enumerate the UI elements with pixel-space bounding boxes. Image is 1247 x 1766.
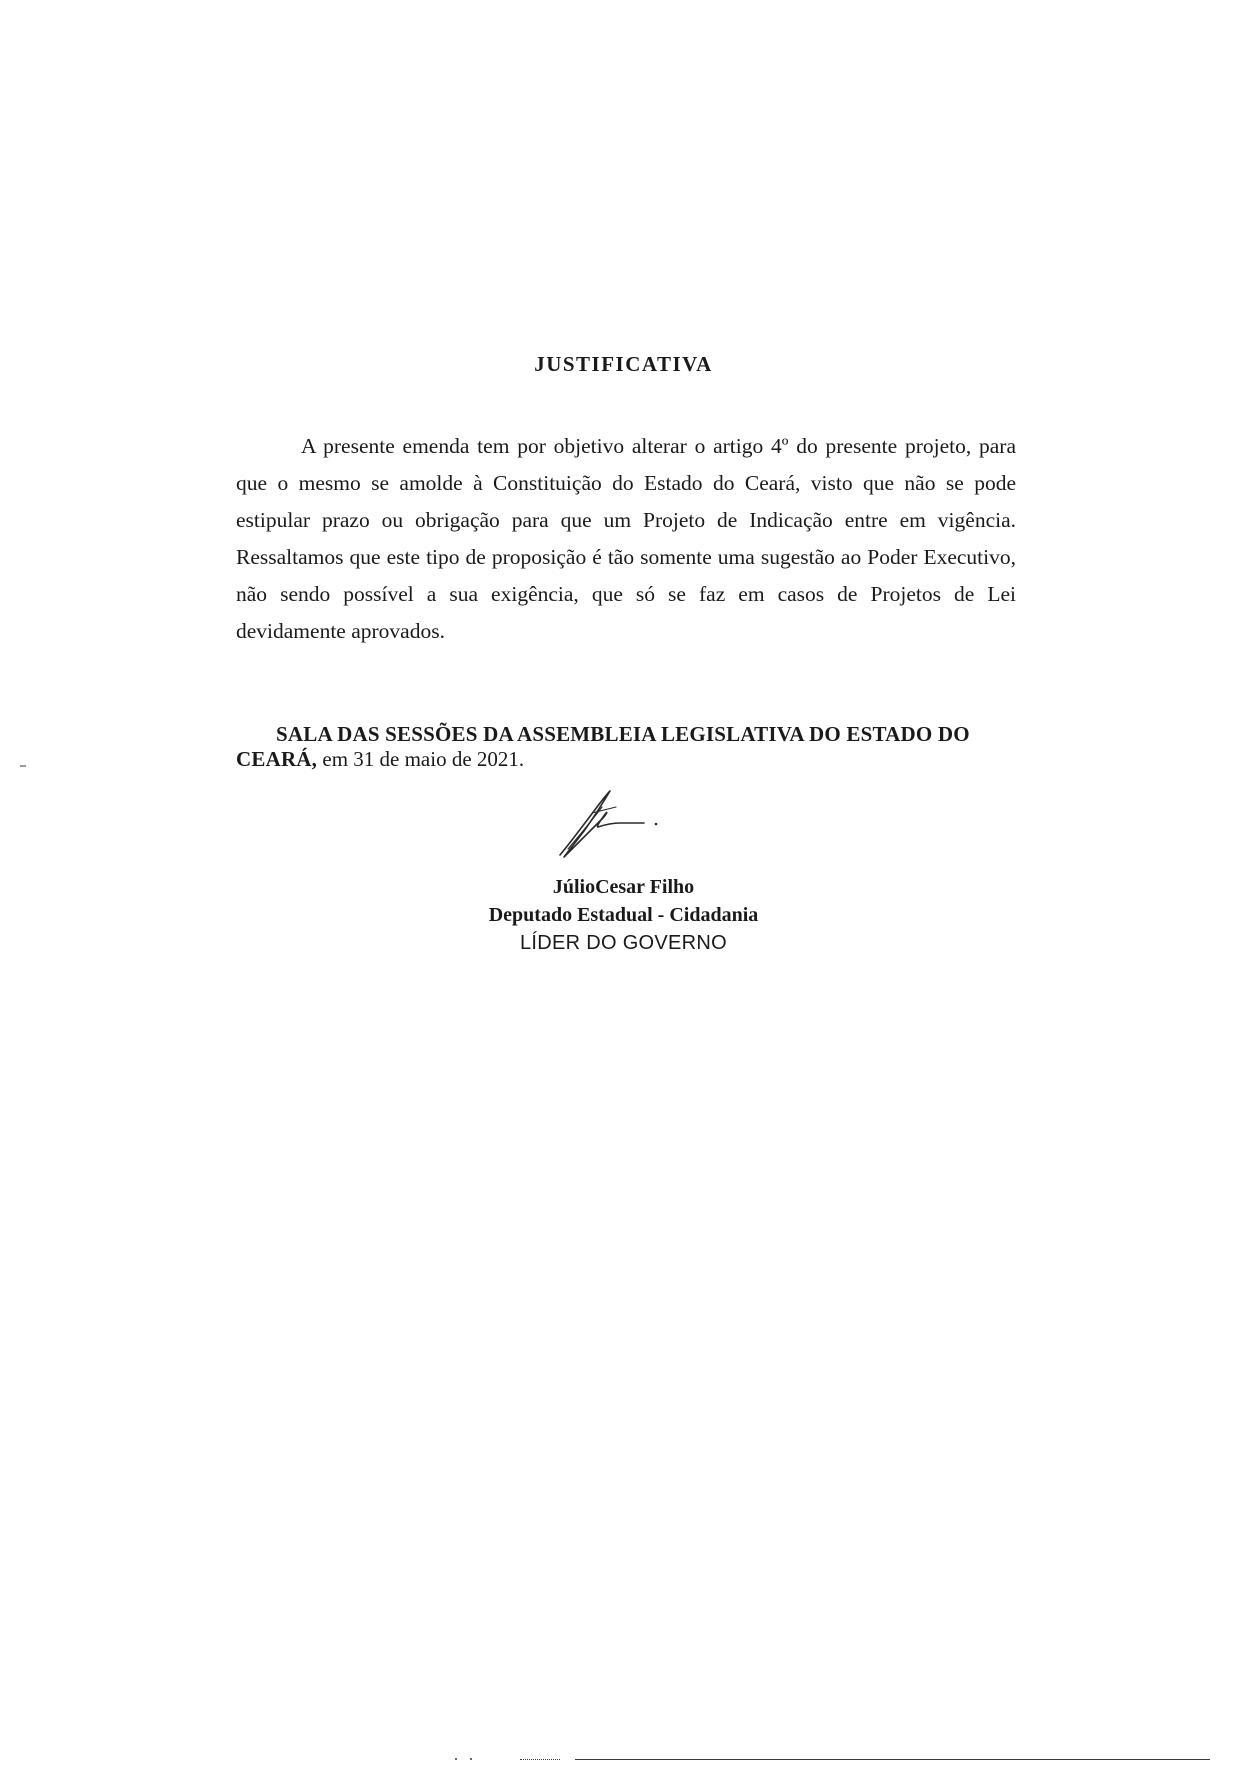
closing-date: em 31 de maio de 2021. (317, 747, 525, 771)
closing-statement (236, 722, 1026, 772)
footer-dot (470, 1758, 472, 1760)
signer-name: JúlioCesar Filho (552, 876, 695, 898)
signer-title: LÍDER DO GOVERNO (519, 932, 728, 954)
document-heading: JUSTIFICATIVA (534, 352, 713, 376)
signer-role: Deputado Estadual - Cidadania (488, 904, 759, 926)
footer-dot (455, 1758, 457, 1760)
handwritten-signature-icon (548, 783, 678, 863)
closing-location: SALA DAS SESSÕES DA ASSEMBLEIA LEGISLATIVA DO ESTADO DO CEARÁ, (236, 722, 970, 771)
justification-paragraph: A presente emenda tem por objetivo alterar o artigo 4º do presente projeto, para que o mesmo se amolde à Constituição do Estado do Ceará, visto que não se pode estipular prazo ou obrigação para que um Projeto de Indicação entre em vigência. Ressaltamos que este tipo de proposição é tão somente uma sugestão ao Poder Executivo, não sendo possível a sua exigência, que só se faz em casos de Projetos de Lei devidamente aprovados. (236, 434, 1016, 643)
footer-rule (805, 1759, 1210, 1760)
footer-rule (520, 1759, 560, 1760)
margin-mark (20, 765, 26, 767)
signer-block (0, 873, 1247, 957)
footer-rule (575, 1759, 805, 1760)
